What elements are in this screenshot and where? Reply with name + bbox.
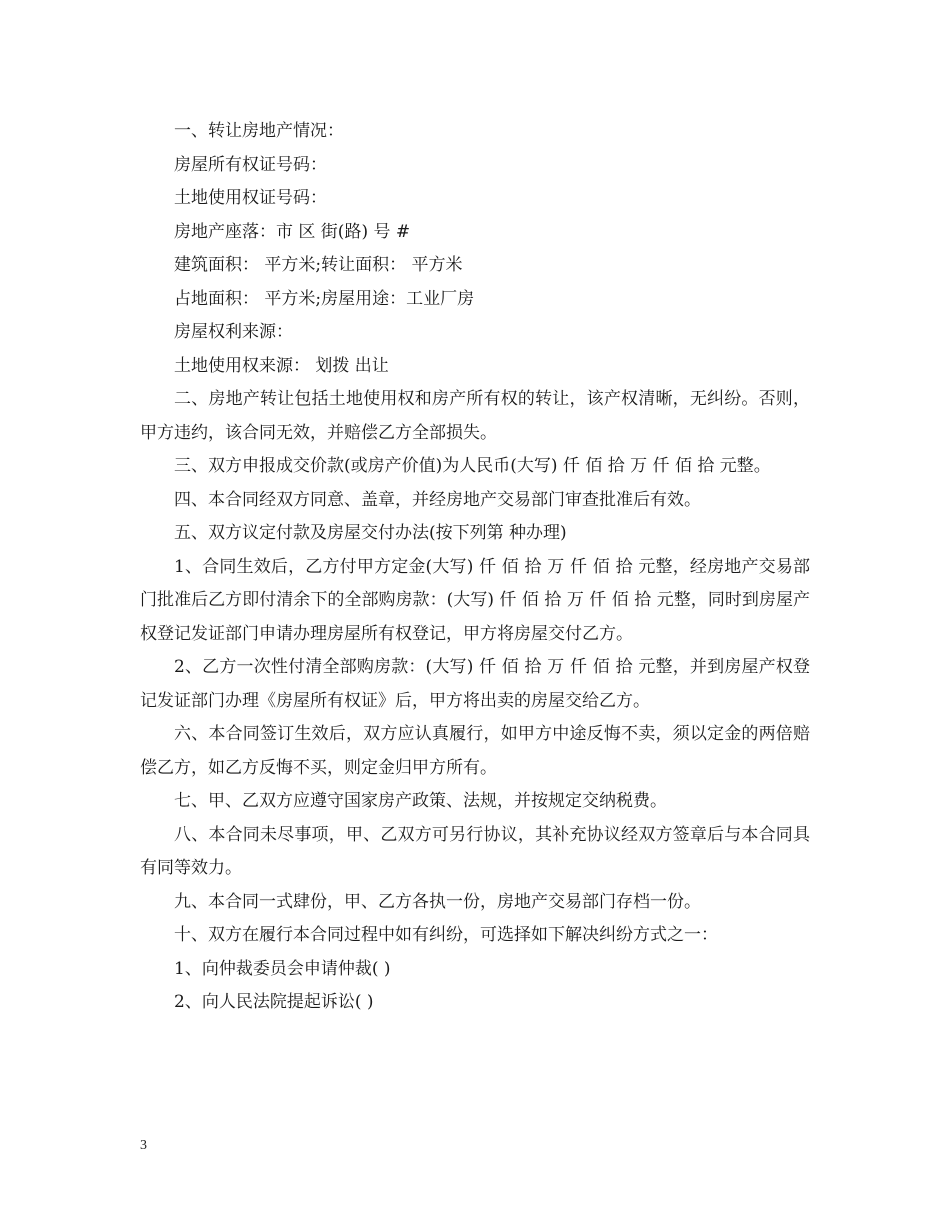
clause-6: 六、本合同签订生效后，双方应认真履行，如甲方中途反悔不卖，须以定金的两倍赔偿乙方，如乙方反悔不买，则定金归甲方所有。 <box>140 724 810 778</box>
land-use-cert-number: 土地使用权证号码： <box>174 188 327 208</box>
clause-3: 三、双方申报成交价款(或房产价值)为人民币(大写) 仟 佰 拾 万 仟 佰 拾 元整。 <box>174 456 771 476</box>
ownership-cert-number: 房屋所有权证号码： <box>174 154 327 175</box>
clause-2: 二、房地产转让包括土地使用权和房产所有权的转让，该产权清晰，无纠纷。否则，甲方违约，该合同无效，并赔偿乙方全部损失。 <box>140 389 810 443</box>
dispute-option-arbitration: 1、向仲裁委员会申请仲裁( ) <box>174 958 391 979</box>
contract-body <box>140 115 810 1020</box>
clause-7: 七、甲、乙双方应遵守国家房产政策、法规，并按规定交纳税费。 <box>174 791 667 811</box>
clause-5: 五、双方议定付款及房屋交付办法(按下列第 种办理) <box>174 523 567 543</box>
clause-10: 十、双方在履行本合同过程中如有纠纷，可选择如下解决纠纷方式之一： <box>174 925 718 945</box>
dispute-option-litigation: 2、向人民法院提起诉讼( ) <box>174 992 374 1012</box>
building-area: 建筑面积： 平方米;转让面积： 平方米 <box>174 255 463 275</box>
clause-5-option-1: 1、合同生效后，乙方付甲方定金(大写) 仟 佰 拾 万 仟 佰 拾 元整，经房地产交易部门批准后乙方即付清余下的全部购房款：(大写) 仟 佰 拾 万 仟 佰 拾 元整，同时到房屋产权登记发证部门申请办理房屋所有权登记，甲方将房屋交付乙方。 <box>140 556 810 644</box>
clause-4: 四、本合同经双方同意、盖章，并经房地产交易部门审查批准后有效。 <box>174 489 701 510</box>
clause-8: 八、本合同未尽事项，甲、乙双方可另行协议，其补充协议经双方签章后与本合同具有同等效力。 <box>140 824 810 878</box>
section-1-heading: 一、转让房地产情况： <box>174 121 344 141</box>
house-rights-source: 房屋权利来源： <box>174 322 293 342</box>
land-area: 占地面积： 平方米;房屋用途：工业厂房 <box>174 288 475 309</box>
clause-9: 九、本合同一式肆份，甲、乙方各执一份，房地产交易部门存档一份。 <box>174 891 701 912</box>
land-rights-source: 土地使用权来源： 划拨 出让 <box>174 355 389 376</box>
property-location: 房地产座落：市 区 街(路) 号 # <box>174 221 411 242</box>
clause-5-option-2: 2、乙方一次性付清全部购房款：(大写) 仟 佰 拾 万 仟 佰 拾 元整，并到房屋产权登记发证部门办理《房屋所有权证》后，甲方将出卖的房屋交给乙方。 <box>140 657 810 711</box>
page-number: 3 <box>140 1138 147 1153</box>
